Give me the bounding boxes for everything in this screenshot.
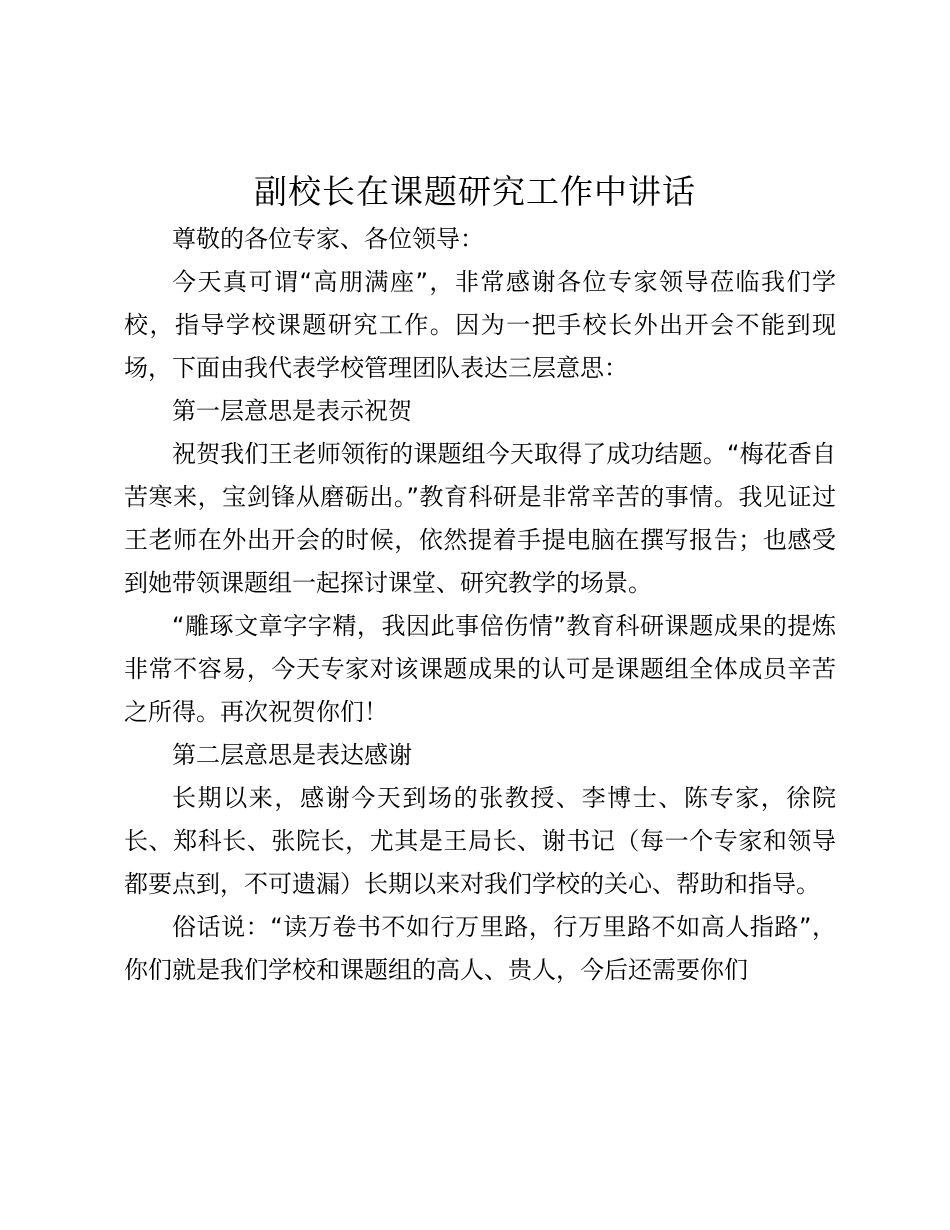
section-heading-thanks: 第二层意思是表达感谢	[172, 741, 412, 769]
paragraph-salutation: 尊敬的各位专家、各位领导：	[172, 225, 484, 253]
paragraph-congratulations-2: “雕琢文章字字精，我因此事倍伤情”教育科研课题成果的提炼非常不容易，今天专家对该课题成果的认可是课题组全体成员辛苦之所得。再次祝贺你们！	[124, 612, 836, 726]
paragraph-thanks: 长期以来，感谢今天到场的张教授、李博士、陈专家，徐院长、郑科长、张院长，尤其是王局长、谢书记（每一个专家和领导都要点到，不可遗漏）长期以来对我们学校的关心、帮助和指导。	[124, 784, 836, 898]
document-title: 副校长在课题研究工作中讲话	[254, 172, 696, 211]
document-body	[124, 218, 836, 992]
paragraph-opening: 今天真可谓“高朋满座”，非常感谢各位专家领导莅临我们学校，指导学校课题研究工作。因为一把手校长外出开会不能到现场，下面由我代表学校管理团队表达三层意思：	[124, 268, 836, 382]
section-heading-congratulations: 第一层意思是表示祝贺	[172, 397, 412, 425]
paragraph-congratulations: 祝贺我们王老师领衔的课题组今天取得了成功结题。“梅花香自苦寒来，宝剑锋从磨砺出。”教育科研是非常辛苦的事情。我见证过王老师在外出开会的时候，依然提着手提电脑在撰写报告；也感受到她带领课题组一起探讨课堂、研究教学的场景。	[124, 440, 836, 597]
paragraph-saying: 俗话说：“读万卷书不如行万里路，行万里路不如高人指路”，你们就是我们学校和课题组的高人、贵人，今后还需要你们	[124, 913, 836, 984]
